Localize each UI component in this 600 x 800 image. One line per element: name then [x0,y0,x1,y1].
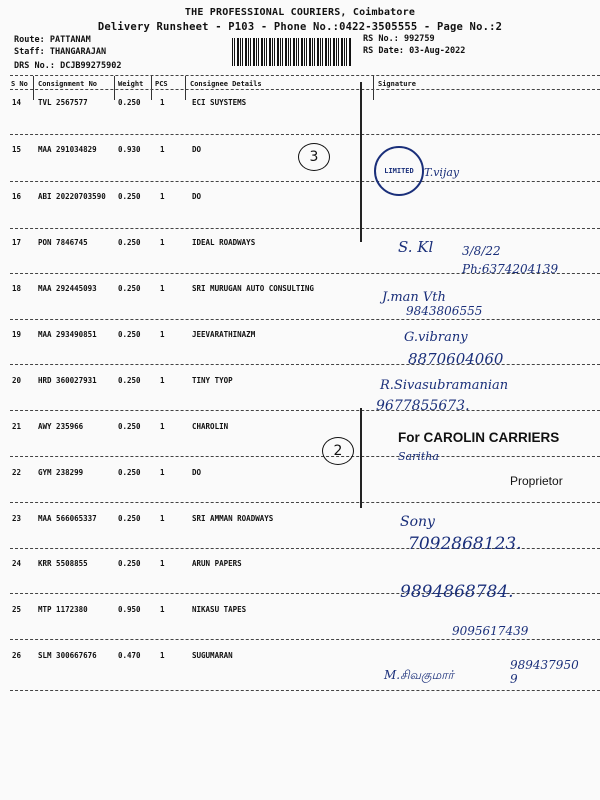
staff-line [14,47,106,57]
row-consignee: ARUN PAPERS [192,559,242,568]
row-weight: 0.250 [118,330,141,339]
drs-line [14,61,122,71]
col-sno: S No [11,80,28,88]
row-rule [10,410,600,411]
row-weight: 0.950 [118,605,141,614]
row-pcs: 1 [160,559,165,568]
row-consignee: JEEVARATHINAZM [192,330,256,339]
row-rule [10,364,600,365]
row-rule [10,502,600,503]
col-pcs: PCS [155,80,168,88]
row-sno: 26 [12,651,22,660]
rs-date-value: 03-Aug-2022 [409,46,466,56]
row-consignment: SLM 300667676 [38,651,97,660]
company-stamp: LIMITED [374,146,424,196]
row-consignment: HRD 360027931 [38,376,97,385]
route-value: PATTANAM [49,35,91,45]
row-weight: 0.250 [118,422,141,431]
runsheet-subtitle: Delivery Runsheet - P103 - Phone No.:0422-3505555 - Page No.:2 [97,21,503,33]
table-row [0,330,600,376]
signature: Sony [400,514,435,530]
row-consignee: SUGUMARAN [192,651,233,660]
row-consignment: PON 7846745 [38,238,88,247]
row-sno: 16 [12,192,22,201]
col-divider [114,76,115,100]
signature: J.man Vth [382,290,446,305]
row-consignment: MAA 566065337 [38,514,97,523]
circled-number: 3 [298,143,330,171]
row-weight: 0.250 [118,559,141,568]
row-consignee: SRI AMMAN ROADWAYS [192,514,274,523]
bracket-mark [360,82,362,242]
signature-phone: 9894379509 [510,658,579,686]
row-pcs: 1 [160,98,165,107]
row-pcs: 1 [160,651,165,660]
signature-phone: 9843806555 [406,304,483,318]
row-consignment: TVL 2567577 [38,98,88,107]
route-line [14,35,91,45]
col-consignee: Consignee Details [190,80,262,88]
row-pcs: 1 [160,284,165,293]
row-consignee: SRI MURUGAN AUTO CONSULTING [192,284,314,293]
signature: G.vibrany [404,330,468,345]
drs-value: DCJB99275902 [60,61,122,71]
row-consignee: CHAROLIN [192,422,229,431]
row-pcs: 1 [160,330,165,339]
row-consignee: DO [192,192,202,201]
row-pcs: 1 [160,376,165,385]
row-consignee: TINY TYOP [192,376,233,385]
row-consignee: DO [192,468,202,477]
carolin-carriers-stamp: For CAROLIN CARRIERS [398,430,560,445]
row-weight: 0.250 [118,376,141,385]
col-signature: Signature [378,80,416,88]
signature-phone: 8870604060 [408,350,504,368]
row-weight: 0.930 [118,145,141,154]
signature: Saritha [398,450,439,463]
row-consignment: MAA 291034829 [38,145,97,154]
row-pcs: 1 [160,605,165,614]
table-row [0,284,600,330]
row-sno: 18 [12,284,22,293]
signature: M.சிவகுமார் [384,668,454,682]
rs-no-label: RS No.: [363,34,399,44]
row-consignment: KRR 5508855 [38,559,88,568]
circled-number: 2 [322,437,354,465]
row-weight: 0.250 [118,98,141,107]
row-sno: 21 [12,422,22,431]
col-divider [185,76,186,100]
signature-phone: 7092868123. [408,534,522,554]
row-consignment: GYM 238299 [38,468,84,477]
row-sno: 14 [12,98,22,107]
signature-phone: 9677855673. [376,398,470,414]
signature: R.Sivasubramanian [380,378,509,393]
row-rule [10,690,600,691]
table-row [0,422,600,468]
row-pcs: 1 [160,145,165,154]
row-rule [10,319,600,320]
route-label: Route: [14,35,45,45]
row-pcs: 1 [160,468,165,477]
table-row [0,192,600,238]
row-sno: 22 [12,468,22,477]
row-weight: 0.470 [118,651,141,660]
signature: S. Kl [398,238,434,256]
rs-date-label: RS Date: [363,46,404,56]
row-rule [10,456,600,457]
row-consignment: MAA 292445093 [38,284,97,293]
row-consignee: DO [192,145,202,154]
rs-no-value: 992759 [403,34,435,44]
row-consignment: MAA 293490851 [38,330,97,339]
row-pcs: 1 [160,238,165,247]
table-row [0,238,600,284]
staff-value: THANGARAJAN [49,47,107,57]
row-consignment: MTP 1172380 [38,605,88,614]
col-divider [33,76,34,100]
rs-no-line [363,34,435,44]
header-bottom-rule [10,89,600,90]
row-sno: 19 [12,330,22,339]
row-pcs: 1 [160,422,165,431]
signature: T.vijay [424,166,460,179]
row-pcs: 1 [160,192,165,201]
signature-date: 3/8/22 [462,244,501,258]
row-sno: 15 [12,145,22,154]
row-weight: 0.250 [118,192,141,201]
staff-label: Staff: [14,47,45,57]
row-rule [10,181,600,182]
col-divider [373,76,374,100]
table-row [0,376,600,422]
col-weight: Weight [118,80,144,88]
rs-date-line [363,46,465,56]
row-sno: 24 [12,559,22,568]
col-divider [151,76,152,100]
row-sno: 20 [12,376,22,385]
proprietor-label: Proprietor [510,474,563,488]
row-weight: 0.250 [118,468,141,477]
row-consignee: NIKASU TAPES [192,605,247,614]
row-sno: 17 [12,238,22,247]
row-consignee: IDEAL ROADWAYS [192,238,256,247]
row-weight: 0.250 [118,514,141,523]
row-consignment: AWY 235966 [38,422,84,431]
signature-phone: 9095617439 [452,624,529,638]
row-rule [10,228,600,229]
row-consignment: ABI 20220703590 [38,192,106,201]
drs-label: DRS No.: [14,61,55,71]
col-consignment: Consignment No [38,80,98,88]
header-top-rule [10,75,600,76]
company-title: THE PROFESSIONAL COURIERS, Coimbatore [184,7,416,18]
row-rule [10,639,600,640]
row-sno: 23 [12,514,22,523]
row-weight: 0.250 [118,238,141,247]
signature-phone: 9894868784. [400,582,514,602]
barcode-image [232,38,352,66]
table-row [0,98,600,144]
row-rule [10,134,600,135]
row-consignee: ECI SUYSTEMS [192,98,247,107]
row-sno: 25 [12,605,22,614]
row-pcs: 1 [160,514,165,523]
signature-phone: Ph:6374204139 [462,262,559,276]
row-weight: 0.250 [118,284,141,293]
bracket-mark [360,408,362,508]
